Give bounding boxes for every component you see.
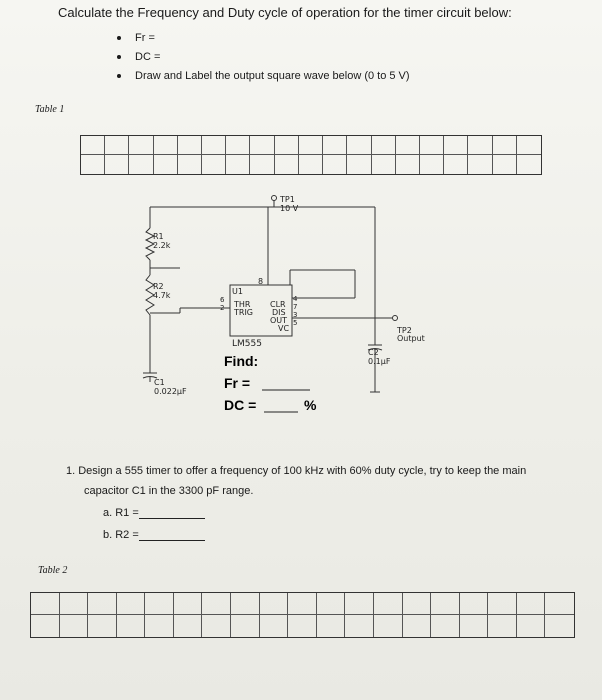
grid-cell bbox=[431, 593, 460, 615]
grid-cell bbox=[31, 615, 60, 637]
pin-clr-number: 4 bbox=[293, 295, 298, 303]
r2-value: 4.7k bbox=[153, 291, 171, 300]
pin-dis-number: 3 bbox=[293, 311, 298, 319]
grid-cell bbox=[403, 615, 432, 637]
c1-value: 0.022µF bbox=[154, 387, 187, 396]
grid-cell bbox=[88, 615, 117, 637]
ic-name: LM555 bbox=[232, 339, 262, 349]
u1-name: U1 bbox=[232, 287, 243, 296]
grid-cell bbox=[403, 593, 432, 615]
find-fr-label: Fr = bbox=[224, 375, 251, 391]
grid-cell bbox=[460, 593, 489, 615]
grid-cell bbox=[517, 593, 546, 615]
r1-value: 2.2k bbox=[153, 241, 171, 250]
grid-cell bbox=[374, 615, 403, 637]
grid-cell bbox=[231, 615, 260, 637]
grid-cell bbox=[545, 615, 574, 637]
pin-dis-label: DIS bbox=[272, 308, 286, 317]
grid-cell bbox=[88, 593, 117, 615]
grid-cell bbox=[145, 615, 174, 637]
design-answers bbox=[103, 507, 205, 551]
bullet-draw: Draw and Label the output square wave below (0 to 5 V) bbox=[115, 68, 410, 87]
pin-clr-label: CLR bbox=[270, 300, 286, 309]
grid-cell bbox=[202, 615, 231, 637]
pin-out-label: OUT bbox=[270, 316, 288, 325]
find-dc-label: DC = bbox=[224, 397, 257, 413]
pin-trig-label: TRIG bbox=[234, 308, 254, 317]
grid-cell bbox=[374, 593, 403, 615]
pin-thr-number: 6 bbox=[220, 296, 225, 304]
question-heading: Calculate the Frequency and Duty cycle of operation for the timer circuit below: bbox=[58, 5, 512, 20]
grid-cell bbox=[317, 615, 346, 637]
grid-cell bbox=[260, 615, 289, 637]
grid-cell bbox=[60, 593, 89, 615]
grid-cell bbox=[288, 593, 317, 615]
tp2-label: TP2 bbox=[397, 326, 412, 335]
grid-cell bbox=[288, 615, 317, 637]
design-question-line1: 1. Design a 555 timer to offer a frequency of 100 kHz with 60% duty cycle, try to keep the main bbox=[66, 465, 527, 477]
grid-cell bbox=[174, 615, 203, 637]
answer-r2-label: b. R2 = bbox=[103, 529, 139, 541]
grid-cell bbox=[202, 593, 231, 615]
grid-cell bbox=[117, 593, 146, 615]
table2-grid bbox=[30, 592, 575, 638]
pin-vc-label: VC bbox=[278, 324, 290, 333]
grid-cell bbox=[431, 615, 460, 637]
grid-cell bbox=[488, 593, 517, 615]
tp1-label: TP1 bbox=[280, 195, 295, 204]
design-question-line2: capacitor C1 in the 3300 pF range. bbox=[84, 485, 254, 497]
answer-r1-label: a. R1 = bbox=[103, 507, 139, 519]
grid-cell bbox=[145, 593, 174, 615]
find-label: Find: bbox=[224, 353, 259, 369]
grid-cell bbox=[345, 593, 374, 615]
c2-value: 0.1µF bbox=[368, 357, 391, 366]
grid-cell bbox=[117, 615, 146, 637]
table1-label: Table 1 bbox=[35, 104, 65, 115]
find-dc-percent: % bbox=[304, 397, 317, 413]
answer-r1-blank bbox=[139, 518, 205, 519]
pin-trig-number: 2 bbox=[220, 304, 225, 312]
table2-label: Table 2 bbox=[38, 565, 68, 576]
grid-cell bbox=[174, 593, 203, 615]
grid-cell bbox=[517, 615, 546, 637]
pin-out-number: 5 bbox=[293, 319, 298, 327]
r2-name: R2 bbox=[153, 282, 164, 291]
r1-name: R1 bbox=[153, 232, 164, 241]
bullet-dc: DC = bbox=[115, 49, 410, 68]
grid-cell bbox=[317, 593, 346, 615]
grid-cell bbox=[545, 593, 574, 615]
answer-r2-blank bbox=[139, 540, 205, 541]
bullet-fr: Fr = bbox=[115, 30, 410, 49]
grid-cell bbox=[460, 615, 489, 637]
pin-vcc-number: 8 bbox=[258, 277, 264, 286]
grid-cell bbox=[31, 593, 60, 615]
grid-cell bbox=[345, 615, 374, 637]
tp1-voltage: 10 V bbox=[280, 204, 299, 213]
grid-cell bbox=[60, 615, 89, 637]
design-question bbox=[66, 461, 526, 501]
pin-thr-label: THR bbox=[234, 300, 251, 309]
tp2-sublabel: Output bbox=[397, 334, 425, 343]
grid-cell bbox=[231, 593, 260, 615]
pin-gnd-number: 7 bbox=[293, 303, 298, 311]
grid-cell bbox=[260, 593, 289, 615]
c2-name: C2 bbox=[368, 348, 379, 357]
grid-cell bbox=[488, 615, 517, 637]
c1-name: C1 bbox=[154, 378, 165, 387]
